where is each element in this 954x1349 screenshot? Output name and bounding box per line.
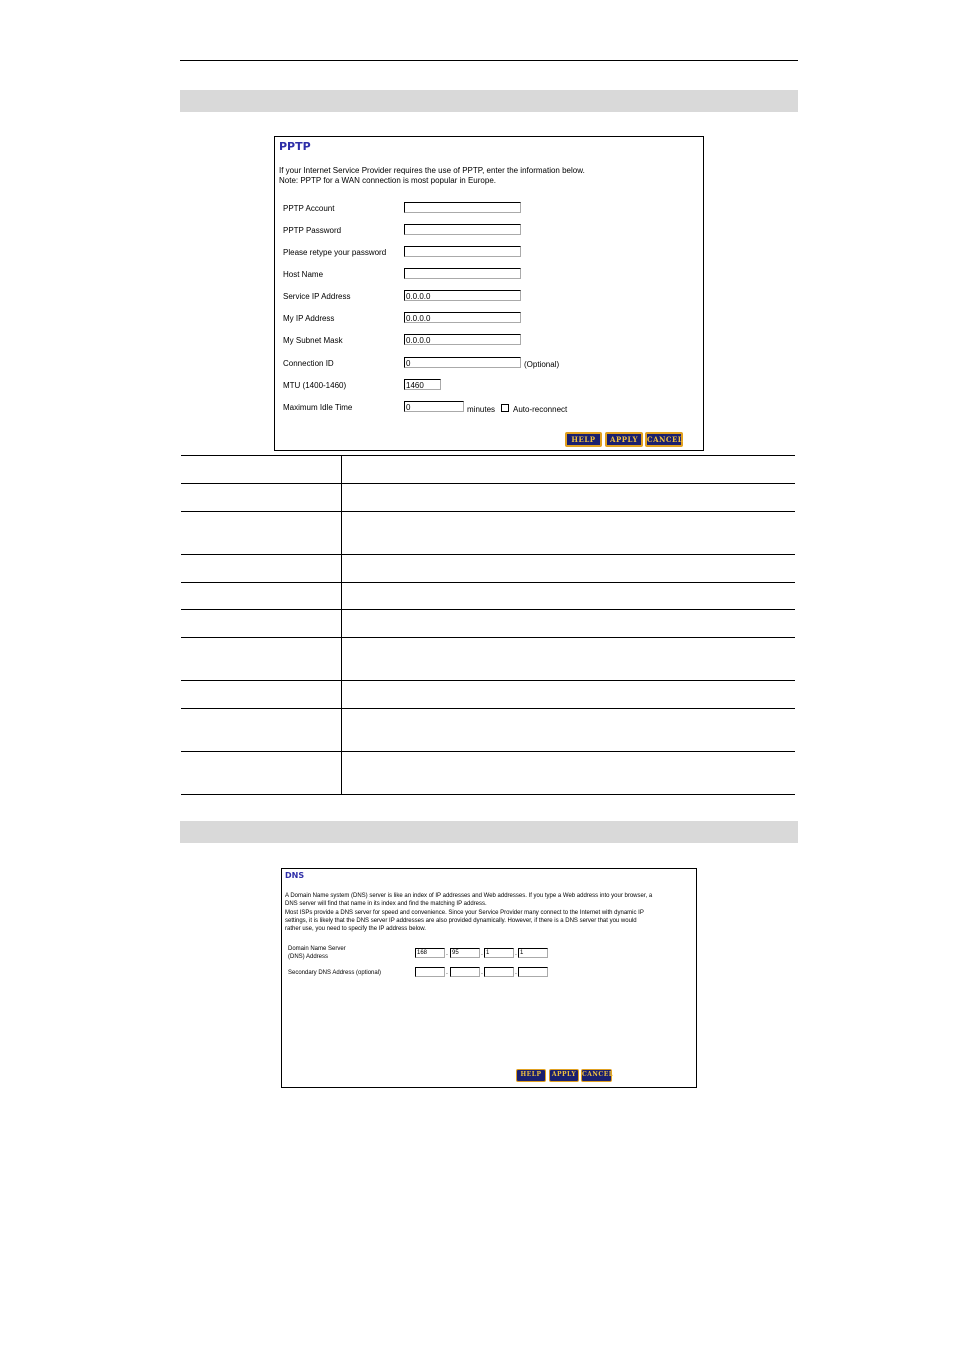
pptp-retype-password-label: Please retype your password — [283, 248, 387, 257]
pptp-intro-line1: If your Internet Service Provider requires the use of PPTP, enter the information below. — [279, 166, 585, 175]
secondary-dns-octet-1[interactable] — [415, 967, 445, 977]
secondary-dns-octet-3[interactable] — [484, 967, 514, 977]
pptp-account-input[interactable] — [404, 202, 521, 213]
dns-intro-line3: Most ISPs provide a DNS server for speed and convenience. Since your Service Provider many connect to the Internet with dynamic IP — [285, 909, 644, 916]
connection-id-label: Connection ID — [283, 359, 334, 368]
table-rule — [181, 483, 795, 484]
dns-title: DNS — [285, 871, 305, 880]
table-rule — [181, 511, 795, 512]
minutes-label: minutes — [467, 405, 496, 414]
mtu-input[interactable]: 1460 — [404, 379, 441, 390]
dns-screenshot-panel — [281, 868, 697, 1088]
header-rule — [180, 60, 798, 61]
dns-intro-line2: DNS server will find that name in its index and find the matching IP address. — [285, 901, 487, 908]
pptp-intro-line2: Note: PPTP for a WAN connection is most popular in Europe. — [279, 176, 496, 185]
octet-separator: . — [515, 950, 517, 957]
subnet-mask-input[interactable]: 0.0.0.0 — [404, 334, 521, 345]
octet-separator: . — [515, 969, 517, 976]
table-rule — [181, 609, 795, 610]
pptp-retype-password-input[interactable] — [404, 246, 521, 257]
table-rule — [181, 554, 795, 555]
primary-dns-label-line2: (DNS) Address — [288, 954, 329, 960]
dns-intro — [285, 892, 652, 933]
table-rule — [181, 680, 795, 681]
primary-dns-octet-4[interactable]: 1 — [518, 948, 548, 958]
primary-dns-label — [288, 945, 346, 961]
section-bar-pptp — [180, 90, 798, 112]
service-ip-input[interactable]: 0.0.0.0 — [404, 290, 521, 301]
primary-dns-octet-1[interactable]: 168 — [415, 948, 445, 958]
host-name-input[interactable] — [404, 268, 521, 279]
octet-separator: . — [446, 950, 448, 957]
primary-dns-octet-3[interactable]: 1 — [484, 948, 514, 958]
host-name-label: Host Name — [283, 270, 324, 279]
octet-separator: . — [481, 969, 483, 976]
max-idle-time-label: Maximum Idle Time — [283, 403, 353, 412]
dns-intro-line1: A Domain Name system (DNS) server is like an index of IP addresses and Web addresses. If you type a Web address into your browser, a — [285, 893, 653, 899]
apply-button[interactable]: APPLY — [605, 432, 643, 447]
secondary-dns-octet-4[interactable] — [518, 967, 548, 977]
octet-separator: . — [481, 950, 483, 957]
pptp-password-input[interactable] — [404, 224, 521, 235]
section-bar-dns — [180, 821, 798, 843]
max-idle-time-input[interactable]: 0 — [404, 401, 464, 412]
connection-id-input[interactable]: 0 — [404, 357, 521, 368]
dns-help-button[interactable]: HELP — [516, 1069, 546, 1082]
pptp-account-label: PPTP Account — [283, 204, 335, 213]
help-button[interactable]: HELP — [565, 432, 602, 447]
primary-dns-octet-2[interactable]: 95 — [450, 948, 480, 958]
pptp-password-label: PPTP Password — [283, 226, 342, 235]
octet-separator: . — [446, 969, 448, 976]
dns-apply-button[interactable]: APPLY — [549, 1069, 579, 1082]
primary-dns-label-line1: Domain Name Server — [288, 946, 346, 952]
pptp-title: PPTP — [279, 140, 311, 153]
secondary-dns-octet-2[interactable] — [450, 967, 480, 977]
auto-reconnect-checkbox[interactable] — [501, 404, 509, 412]
cancel-button[interactable]: CANCEL — [645, 432, 683, 447]
dns-intro-line4: settings, it is likely that the DNS server IP addresses are also provided dynamically. However, if there is a DNS server that you would — [285, 917, 637, 924]
table-rule — [181, 637, 795, 638]
mtu-label: MTU (1400-1460) — [283, 381, 347, 390]
auto-reconnect-label: Auto-reconnect — [513, 405, 568, 414]
dns-cancel-button[interactable]: CANCEL — [581, 1069, 612, 1082]
my-ip-input[interactable]: 0.0.0.0 — [404, 312, 521, 323]
my-ip-label: My IP Address — [283, 314, 335, 323]
connection-id-optional-note: (Optional) — [524, 360, 560, 369]
table-column-divider — [341, 455, 342, 795]
table-rule — [181, 708, 795, 709]
secondary-dns-label: Secondary DNS Address (optional) — [288, 970, 382, 976]
table-rule — [181, 582, 795, 583]
subnet-mask-label: My Subnet Mask — [283, 336, 343, 345]
service-ip-label: Service IP Address — [283, 292, 351, 301]
pptp-screenshot-panel — [274, 136, 704, 451]
dns-intro-line5: rather use, you need to specify the IP address below. — [285, 926, 426, 933]
table-rule — [181, 751, 795, 752]
table-rule — [181, 794, 795, 795]
table-rule — [181, 455, 795, 456]
